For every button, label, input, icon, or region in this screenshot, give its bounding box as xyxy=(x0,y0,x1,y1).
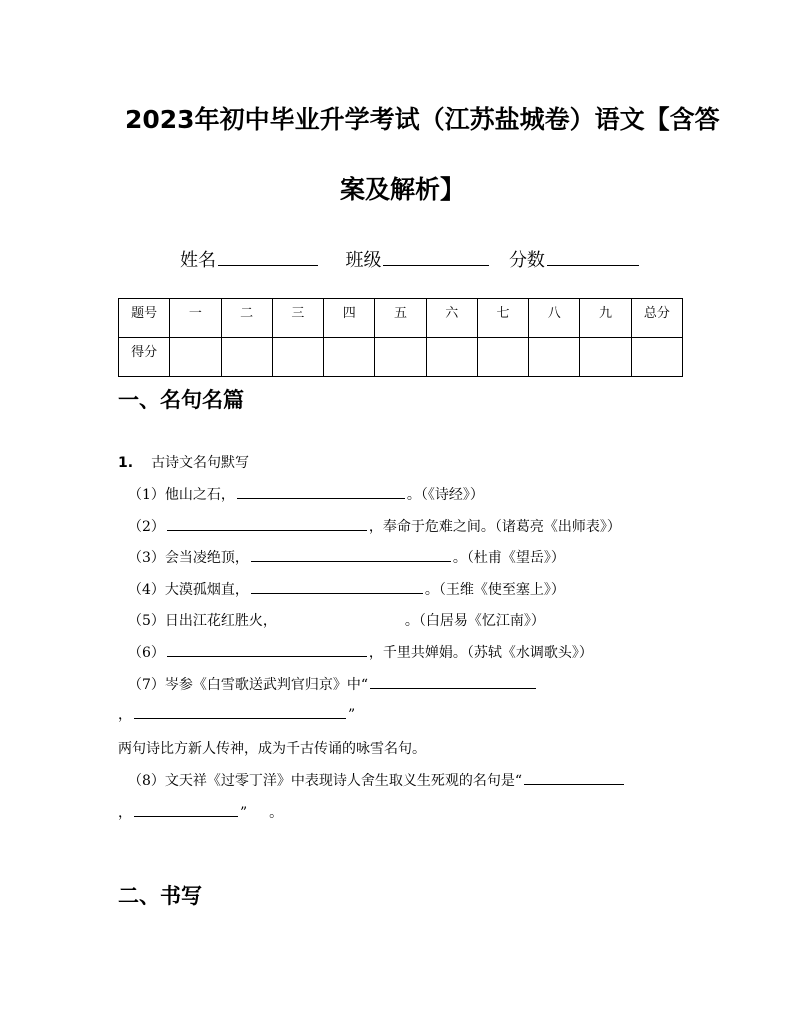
answer-blank[interactable] xyxy=(251,579,423,594)
table-cell: 得分 xyxy=(119,338,170,377)
item-8 xyxy=(128,770,626,790)
item-text: （1）他山之石， xyxy=(128,487,235,503)
table-cell: 六 xyxy=(426,299,477,338)
score-cell[interactable] xyxy=(272,338,323,377)
item-text: （5）日出江花红胜火， xyxy=(128,613,277,629)
item-8-cont xyxy=(118,802,283,822)
item-text: （6） xyxy=(128,645,165,661)
item-text: ，奉命于危难之间。（诸葛亮《出师表》） xyxy=(368,519,621,535)
score-cell[interactable] xyxy=(324,338,375,377)
item-3 xyxy=(128,547,565,567)
score-cell[interactable] xyxy=(477,338,528,377)
answer-blank[interactable] xyxy=(167,642,367,657)
score-cell[interactable] xyxy=(580,338,631,377)
section-heading-1: 一、名句名篇 xyxy=(118,388,244,412)
table-cell: 八 xyxy=(529,299,580,338)
answer-blank[interactable] xyxy=(134,802,238,817)
doc-title-line2: 案及解析】 xyxy=(340,175,466,204)
section-heading-2: 二、书写 xyxy=(118,884,202,908)
item-text: 。（王维《使至塞上》） xyxy=(424,582,565,598)
name-label: 姓名 xyxy=(180,250,216,271)
score-cell[interactable] xyxy=(426,338,477,377)
class-field[interactable] xyxy=(383,249,489,266)
item-text: 。 xyxy=(269,805,284,821)
score-field[interactable] xyxy=(547,249,639,266)
class-label: 班级 xyxy=(345,250,382,271)
table-cell: 九 xyxy=(580,299,631,338)
item-text: （2） xyxy=(128,519,165,535)
item-4 xyxy=(128,579,565,599)
item-7 xyxy=(128,674,538,694)
table-cell: 四 xyxy=(324,299,375,338)
item-5 xyxy=(128,610,545,630)
score-table xyxy=(118,298,683,377)
item-7-cont2 xyxy=(118,738,426,758)
score-table-header-row xyxy=(119,299,683,338)
item-text: ，千里共婵娟。（苏轼《水调歌头》） xyxy=(368,645,593,661)
score-cell[interactable] xyxy=(529,338,580,377)
item-text: ， xyxy=(118,805,132,821)
table-cell: 三 xyxy=(272,299,323,338)
score-cell[interactable] xyxy=(170,338,221,377)
score-cell[interactable] xyxy=(375,338,426,377)
item-6 xyxy=(128,642,593,662)
item-text: （8）文天祥《过零丁洋》中表现诗人舍生取义生死观的名句是“ xyxy=(128,773,523,789)
answer-blank[interactable] xyxy=(237,484,405,499)
item-text: （7）岑参《白雪歌送武判官归京》中“ xyxy=(128,677,369,693)
table-cell: 五 xyxy=(375,299,426,338)
item-text: （3）会当凌绝顶， xyxy=(128,550,249,566)
item-text: 两句诗比方新人传神，成为千古传诵的咏雪名句。 xyxy=(118,741,426,757)
question-stem: 古诗文名句默写 xyxy=(151,455,250,471)
item-text: ， xyxy=(118,707,132,723)
score-table-score-row xyxy=(119,338,683,377)
answer-blank[interactable] xyxy=(251,547,451,562)
name-field[interactable] xyxy=(218,249,318,266)
item-text: 。（《诗经》） xyxy=(406,487,484,503)
answer-blank[interactable] xyxy=(167,516,367,531)
item-text: ” xyxy=(240,805,248,821)
item-2 xyxy=(128,516,621,536)
score-label: 分数 xyxy=(508,250,545,271)
item-7-cont xyxy=(118,704,355,724)
item-text: ” xyxy=(348,707,356,723)
question-number: 1. xyxy=(118,455,134,471)
table-cell: 七 xyxy=(477,299,528,338)
answer-blank[interactable] xyxy=(524,770,624,785)
score-cell[interactable] xyxy=(221,338,272,377)
question-1 xyxy=(118,452,249,472)
student-info xyxy=(180,246,641,272)
table-cell: 二 xyxy=(221,299,272,338)
item-text: 。（杜甫《望岳》） xyxy=(452,550,565,566)
table-cell: 总分 xyxy=(631,299,682,338)
table-cell: 题号 xyxy=(119,299,170,338)
item-1 xyxy=(128,484,484,504)
doc-title-line1: 2023年初中毕业升学考试（江苏盐城卷）语文【含答 xyxy=(125,105,720,134)
item-text: （4）大漠孤烟直， xyxy=(128,582,249,598)
answer-blank[interactable] xyxy=(134,704,346,719)
item-text: 。（白居易《忆江南》） xyxy=(404,613,545,629)
answer-blank[interactable] xyxy=(370,674,536,689)
table-cell: 一 xyxy=(170,299,221,338)
score-cell[interactable] xyxy=(631,338,682,377)
